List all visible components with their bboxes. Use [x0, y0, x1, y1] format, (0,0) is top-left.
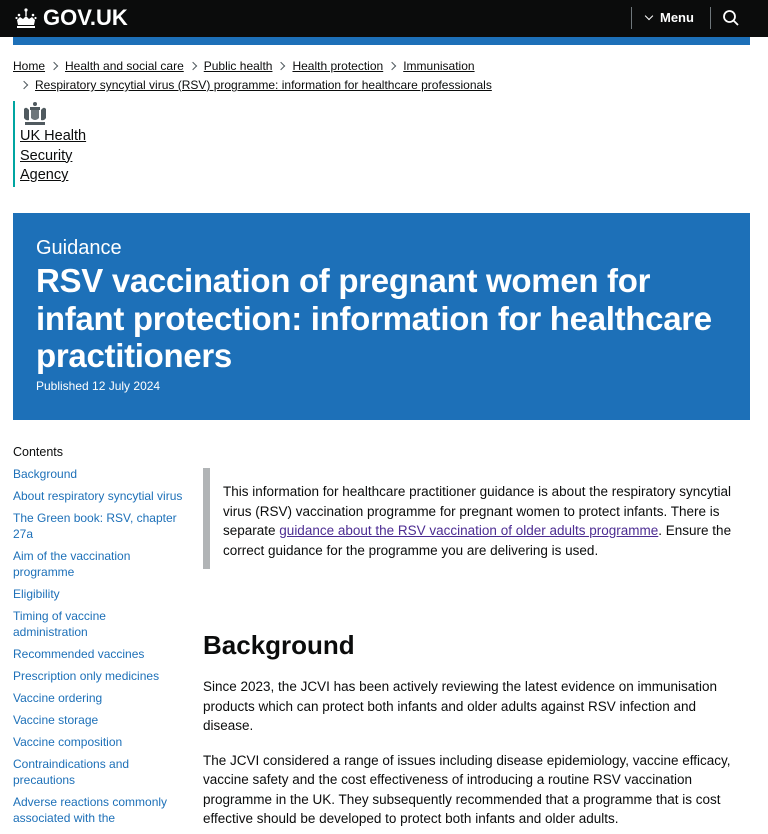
- contents-item: [13, 756, 183, 788]
- body-paragraph: The JCVI considered a range of issues including disease epidemiology, vaccine efficacy, vaccine safety and the cost effectiveness of introducing a routine RSV vaccination programme in the UK. They subsequently recommended that a programme that is cost effective should be developed to protect both infants and older adults.: [203, 752, 731, 826]
- chevron-right-icon: [277, 62, 285, 70]
- breadcrumb-public-health[interactable]: Public health: [203, 59, 273, 73]
- contents-link-storage[interactable]: Vaccine storage: [13, 713, 99, 727]
- search-icon: [722, 9, 740, 27]
- chevron-right-icon: [189, 62, 197, 70]
- contents-item: [13, 794, 183, 826]
- contents-item: [13, 608, 183, 640]
- header-blue-bar: [13, 37, 750, 45]
- breadcrumb-rsv-programme[interactable]: Respiratory syncytial virus (RSV) programme: information for healthcare professionals: [35, 78, 492, 92]
- organisation-link-ukhsa[interactable]: [20, 127, 100, 186]
- site-header: [0, 0, 768, 37]
- search-button[interactable]: [722, 9, 740, 27]
- header-divider: [710, 7, 711, 29]
- breadcrumb-health-protection[interactable]: Health protection: [292, 59, 384, 73]
- crown-icon: [14, 7, 38, 29]
- org-name-line: Security: [20, 147, 73, 164]
- contents-link-background[interactable]: Background: [13, 467, 78, 481]
- contents-list: [13, 444, 183, 832]
- contents-heading: Contents: [13, 445, 64, 459]
- contents-item: [13, 690, 183, 706]
- contents-link-composition[interactable]: Vaccine composition: [13, 735, 123, 749]
- inset-text: [203, 468, 753, 569]
- chevron-right-icon: [50, 62, 58, 70]
- contents-item: [13, 488, 183, 504]
- document-type: Guidance: [36, 237, 122, 259]
- contents-link-prescription[interactable]: Prescription only medicines: [13, 669, 160, 683]
- contents-link-recommended-vaccines[interactable]: Recommended vaccines: [13, 647, 145, 661]
- section-heading-background: Background: [203, 630, 355, 660]
- contents-link-about-rsv[interactable]: About respiratory syncytial virus: [13, 489, 183, 503]
- contents-link-ordering[interactable]: Vaccine ordering: [13, 691, 103, 705]
- contents-item: [13, 646, 183, 662]
- contents-link-green-book[interactable]: The Green book: RSV, chapter 27a: [13, 511, 177, 541]
- breadcrumb-immunisation[interactable]: Immunisation: [403, 59, 475, 73]
- breadcrumb: [13, 57, 753, 95]
- title-banner: [13, 213, 750, 420]
- royal-coat-of-arms-icon: [21, 101, 49, 127]
- header-divider: [631, 7, 632, 29]
- contents-item: [13, 510, 183, 542]
- published-date: Published 12 July 2024: [36, 378, 161, 393]
- inset-text-before: This information for healthcare practitioner guidance is about the respiratory syncytial virus (RSV) vaccination programme for pregnant women to protect infants. There is separate: [223, 484, 732, 538]
- org-name-line: Agency: [20, 167, 69, 183]
- chevron-down-icon: [645, 11, 653, 19]
- inset-text-after: . Ensure the correct guidance for the programme you are delivering is used.: [223, 523, 732, 558]
- org-name-line: UK Health: [20, 128, 87, 144]
- body-paragraph: Since 2023, the JCVI has been actively reviewing the latest evidence on immunisation products which can protect both infants and older adults against RSV infection and disease.: [203, 679, 718, 733]
- older-adults-guidance-link[interactable]: guidance about the RSV vaccination of older adults programme: [279, 523, 659, 538]
- contents-link-contraindications[interactable]: Contraindications and precautions: [13, 757, 130, 787]
- breadcrumb-health-and-social-care[interactable]: Health and social care: [65, 59, 184, 73]
- chevron-right-icon: [388, 62, 396, 70]
- page-title: RSV vaccination of pregnant women for infant protection: information for healthcare practitioners: [36, 262, 712, 374]
- breadcrumb-home[interactable]: Home: [13, 59, 46, 73]
- organisation-logo: [13, 101, 100, 187]
- contents-item: [13, 734, 183, 750]
- main-content: [203, 468, 753, 829]
- chevron-right-icon: [20, 81, 28, 89]
- contents-item: [13, 712, 183, 728]
- contents-item: [13, 466, 183, 482]
- govuk-logo-text: GOV.UK: [43, 5, 128, 30]
- govuk-logo-link[interactable]: [14, 5, 128, 31]
- contents-item: [13, 548, 183, 580]
- contents-item: [13, 668, 183, 684]
- contents-link-adverse-reactions[interactable]: Adverse reactions commonly associated with the: [13, 795, 168, 825]
- contents-item: [13, 586, 183, 602]
- contents-link-aim[interactable]: Aim of the vaccination programme: [13, 549, 131, 579]
- contents-link-eligibility[interactable]: Eligibility: [13, 587, 60, 601]
- menu-button[interactable]: [646, 10, 694, 25]
- menu-label: Menu: [660, 10, 694, 25]
- contents-link-timing[interactable]: Timing of vaccine administration: [13, 609, 106, 639]
